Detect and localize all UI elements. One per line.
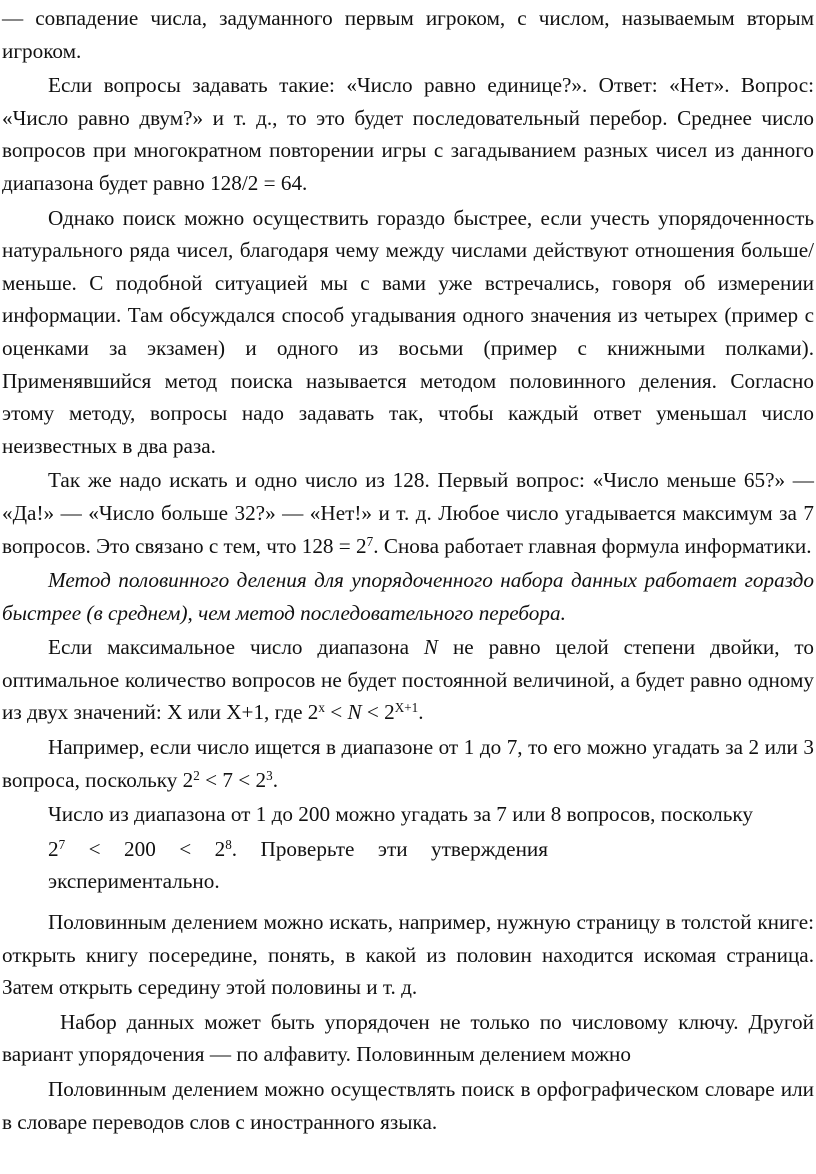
paragraph-non-power-of-two xyxy=(2,631,814,729)
exponent: 2 xyxy=(193,767,200,783)
paragraph-text: Если вопросы задавать такие: «Число равно единице?». Ответ: «Нет». Вопрос: «Число равно двум?» и т. д., то это будет последовательный перебор. Среднее число вопросов при многократном повторении игры с загадыванием разных чисел из данного диапазона будет равно 128/2 = 64. xyxy=(2,73,814,195)
paragraph-match-definition xyxy=(2,2,814,67)
paragraph-text: Набор данных может быть упорядочен не только по числовому ключу. Другой вариант упорядочения — по алфавиту. Половинным делением можно xyxy=(2,1009,814,1067)
paragraph-text: Половинным делением можно искать, например, нужную страницу в толстой книге: открыть книгу посередине, понять, в какой из половин находится искомая страница. Затем открыть середину этой половины и т. д. xyxy=(2,910,814,1000)
paragraph-book-search xyxy=(2,906,814,1004)
exponent: 8 xyxy=(225,836,232,852)
paragraph-text: Половинным делением можно осуществлять поиск в орфографическом словаре или в словаре переводов слов с иностранного языка. xyxy=(2,1077,814,1134)
paragraph-text: . xyxy=(418,700,424,725)
paragraph-example-range-7 xyxy=(2,731,814,796)
exponent: 7 xyxy=(366,533,374,549)
inequality-text: < 200 < 2 xyxy=(65,836,226,861)
exponent: 3 xyxy=(266,767,273,783)
paragraph-text: < 2 xyxy=(361,700,395,725)
paragraph-text: Если максимальное число диапазона xyxy=(48,635,424,660)
paragraph-dictionary-search xyxy=(2,1073,814,1138)
paragraph-text: < 7 < 2 xyxy=(199,767,267,792)
paragraph-text: Число из диапазона от 1 до 200 можно угадать за 7 или 8 вопросов, поскольку xyxy=(48,802,753,827)
paragraph-sequential-search xyxy=(2,69,814,199)
exponent: x xyxy=(318,700,325,716)
paragraph-italic-rule xyxy=(2,564,814,629)
paragraph-text: Однако поиск можно осуществить гораздо быстрее, если учесть упорядоченность натурального ряда чисел, благодаря чему между числами действуют отношения больше/меньше. С подобной ситуацией мы с вами уже встречались, говоря об измерении информации. Там обсуждался способ угадывания одного значения из четырех (пример с оценками за экзамен) и одного из восьми (пример с книжными полками). Применявшийся метод поиска называется методом половинного деления. Согласно этому методу, вопросы надо задавать так, чтобы каждый ответ уменьшал число неизвестных в два раза. xyxy=(2,205,814,458)
paragraph-text: . xyxy=(272,767,278,792)
variable-n: N xyxy=(423,635,439,660)
paragraph-alphabetical-order xyxy=(2,1006,814,1071)
exponent: 7 xyxy=(58,836,66,852)
exponent: X+1 xyxy=(394,700,419,716)
inequality-text: 2 xyxy=(48,836,59,861)
paragraph-text: Так же надо искать и одно число из 128. Первый вопрос: «Число меньше 65?» — «Да!» — «Число больше 32?» — «Нет!» и т. д. Любое число угадывается максимум за 7 вопросов. Это связано с тем, что 128 = 2 xyxy=(2,468,814,558)
paragraph-text: — совпадение числа, задуманного первым игроком, с числом, называемым вторым игроком. xyxy=(2,6,814,63)
variable-n: N xyxy=(347,700,362,725)
paragraph-text: . Снова работает главная формула информатики. xyxy=(373,533,812,558)
inequality-text: . Проверьте эти утверждения экспериментально. xyxy=(48,836,554,894)
paragraph-example-range-200 xyxy=(2,798,814,831)
inequality-line xyxy=(48,833,554,898)
paragraph-text: не равно целой степени двойки, то оптимальное количество вопросов не будет постоянной величиной, а будет равно одному из двух значений: X или X+1, где 2 xyxy=(2,635,814,725)
paragraph-text: < xyxy=(324,700,348,725)
paragraph-example-128 xyxy=(2,464,814,562)
paragraph-binary-search-intro xyxy=(2,202,814,463)
paragraph-text: Например, если число ищется в диапазоне от 1 до 7, то его можно угадать за 2 или 3 вопроса, поскольку 2 xyxy=(2,735,814,792)
italic-statement: Метод половинного деления для упорядоченного набора данных работает гораздо быстрее (в среднем), чем метод последовательного перебора. xyxy=(2,568,814,625)
